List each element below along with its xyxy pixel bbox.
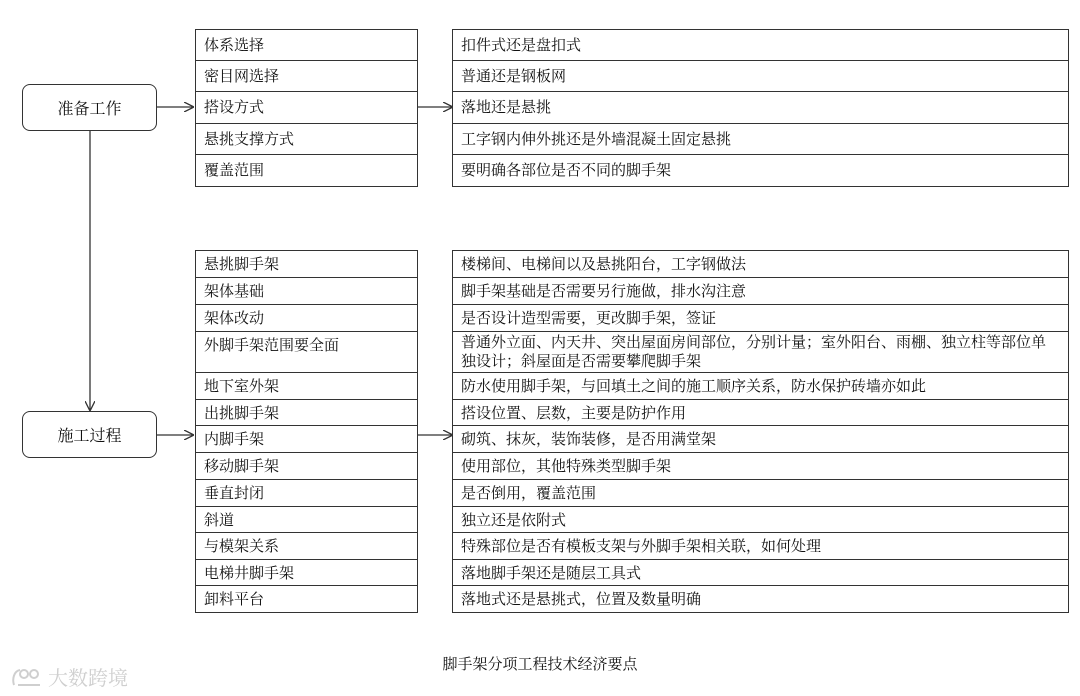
table-row: 出挑脚手架 xyxy=(196,400,417,426)
watermark-logo-icon xyxy=(10,665,44,689)
phase-prep-label: 准备工作 xyxy=(57,99,122,118)
table-row: 使用部位，其他特殊类型脚手架 xyxy=(453,453,1068,480)
table-row: 密目网选择 xyxy=(196,61,417,92)
construction-items-table xyxy=(195,250,418,613)
table-row: 悬挑支撑方式 xyxy=(196,124,417,155)
table-row: 是否倒用，覆盖范围 xyxy=(453,480,1068,507)
table-row: 脚手架基础是否需要另行施做，排水沟注意 xyxy=(453,278,1068,305)
table-row: 落地还是悬挑 xyxy=(453,92,1068,124)
table-row: 是否设计造型需要，更改脚手架，签证 xyxy=(453,305,1068,332)
table-row: 外脚手架范围要全面 xyxy=(196,332,417,373)
table-row: 防水使用脚手架，与回填土之间的施工顺序关系，防水保护砖墙亦如此 xyxy=(453,373,1068,400)
table-row: 斜道 xyxy=(196,507,417,533)
table-row: 砌筑、抹灰，装饰装修，是否用满堂架 xyxy=(453,426,1068,453)
table-row: 覆盖范围 xyxy=(196,155,417,187)
table-row: 架体基础 xyxy=(196,278,417,305)
diagram-caption: 脚手架分项工程技术经济要点 xyxy=(442,655,638,673)
phase-construction-label: 施工过程 xyxy=(57,426,122,445)
table-row: 与模架关系 xyxy=(196,533,417,560)
table-row: 电梯井脚手架 xyxy=(196,560,417,586)
table-row: 扣件式还是盘扣式 xyxy=(453,30,1068,61)
watermark-text: 大数跨境 xyxy=(48,666,128,690)
watermark xyxy=(10,662,128,691)
table-row: 搭设方式 xyxy=(196,92,417,124)
table-row: 内脚手架 xyxy=(196,426,417,453)
table-row: 独立还是依附式 xyxy=(453,507,1068,533)
phase-construction-box xyxy=(22,411,157,458)
table-row: 普通外立面、内天井、突出屋面房间部位，分别计量；室外阳台、雨棚、独立柱等部位单独设计；斜屋面是否需要攀爬脚手架 xyxy=(453,332,1068,373)
prep-items-table xyxy=(195,29,418,187)
table-row: 地下室外架 xyxy=(196,373,417,400)
table-row: 移动脚手架 xyxy=(196,453,417,480)
table-row: 垂直封闭 xyxy=(196,480,417,507)
prep-notes-table xyxy=(452,29,1069,187)
table-row: 特殊部位是否有模板支架与外脚手架相关联，如何处理 xyxy=(453,533,1068,560)
phase-prep-box xyxy=(22,84,157,131)
table-row: 悬挑脚手架 xyxy=(196,251,417,278)
table-row: 工字钢内伸外挑还是外墙混凝土固定悬挑 xyxy=(453,124,1068,155)
table-row: 落地式还是悬挑式，位置及数量明确 xyxy=(453,586,1068,613)
table-row: 要明确各部位是否不同的脚手架 xyxy=(453,155,1068,187)
table-row: 楼梯间、电梯间以及悬挑阳台，工字钢做法 xyxy=(453,251,1068,278)
table-row: 卸料平台 xyxy=(196,586,417,613)
table-row: 体系选择 xyxy=(196,30,417,61)
table-row: 落地脚手架还是随层工具式 xyxy=(453,560,1068,586)
table-row: 搭设位置、层数，主要是防护作用 xyxy=(453,400,1068,426)
construction-notes-table xyxy=(452,250,1069,613)
table-row: 普通还是钢板网 xyxy=(453,61,1068,92)
table-row: 架体改动 xyxy=(196,305,417,332)
